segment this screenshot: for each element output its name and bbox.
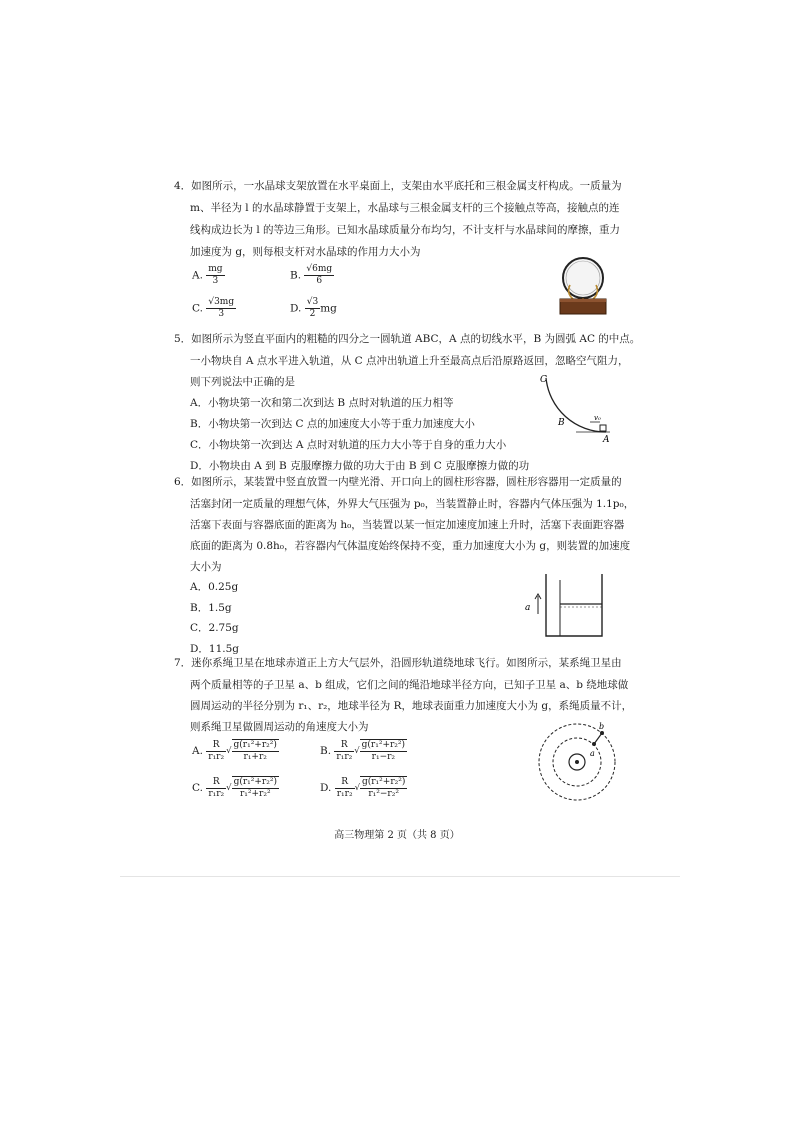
q7-option-a[interactable]: A. $\frac{R}{\text{r₁r₂}}$ √ $\frac{\text{g(r₁²+r₂²)}}{\text{r₁+r₂}}$ xyxy=(192,739,277,762)
q4-option-c[interactable]: C. $\frac{√3mg}{3}$ xyxy=(192,297,235,319)
crystal-ball-figure xyxy=(546,255,616,317)
sqrt-icon: √ xyxy=(354,746,360,756)
page-footer: 高三物理第 2 页（共 8 页） xyxy=(334,830,460,841)
q6-option-b[interactable]: B．1.5g xyxy=(190,602,232,614)
sqrt-icon: √ xyxy=(226,783,232,793)
q6-line-5: 大小为 xyxy=(190,561,222,573)
cylinder-container-figure xyxy=(520,570,610,640)
label-v0: v₀ xyxy=(594,414,601,422)
q7-line-1: 7．迷你系绳卫星在地球赤道正上方大气层外，沿圆形轨道绕地球飞行。如图所示，某系绳卫星由 xyxy=(174,657,622,669)
radicand: $\frac{\text{g(r₁²+r₂²)}}{\text{r₁²−r₂²}}$ xyxy=(361,777,406,799)
divider xyxy=(120,876,680,877)
label-a: A xyxy=(603,435,610,445)
radicand: $\frac{\text{g(r₁²+r₂²)}}{\text{r₁²+r₂²}}$ xyxy=(233,777,277,799)
fraction: $\frac{√3}{2}$ xyxy=(306,297,319,319)
quarter-circle-track-figure xyxy=(536,370,616,446)
q6-option-d[interactable]: D．11.5g xyxy=(190,643,240,655)
q6-line-1: 6．如图所示，某装置中竖直放置一内壁光滑、开口向上的圆柱形容器，圆柱形容器用一定质量的 xyxy=(174,476,622,488)
label-a: a xyxy=(590,749,595,758)
q5-line-3: 则下列说法中正确的是 xyxy=(190,376,295,388)
fraction: $\frac{√3mg}{3}$ xyxy=(208,297,235,319)
fraction: $\frac{√6mg}{6}$ xyxy=(306,264,333,286)
radicand: $\frac{\text{g(r₁²+r₂²)}}{\text{r₁−r₂}}$ xyxy=(361,740,406,762)
coefficient: $\frac{R}{\text{r₁r₂}}$ xyxy=(336,739,353,762)
q6-line-2: 活塞封闭一定质量的理想气体，外界大气压强为 p₀，当装置静止时，容器内气体压强为 1.1p₀， xyxy=(190,498,635,510)
q7-line-3: 圆周运动的半径分别为 r₁、r₂，地球半径为 R，地球表面重力加速度大小为 g，系绳质量不计， xyxy=(190,700,633,712)
q6-option-c[interactable]: C．2.75g xyxy=(190,622,239,634)
q5-option-a[interactable]: A．小物块第一次和第二次到达 B 点时对轨道的压力相等 xyxy=(190,397,454,409)
label-c: C xyxy=(540,375,547,385)
q4-line-3: 线构成边长为 l 的等边三角形。已知水晶球质量分布均匀，不计支杆与水晶球间的摩擦，重力 xyxy=(190,224,621,236)
q7-line-2: 两个质量相等的子卫星 a、b 组成，它们之间的绳沿地球半径方向，已知子卫星 a、b 绕地球做 xyxy=(190,679,629,691)
q5-option-c[interactable]: C．小物块第一次到达 A 点时对轨道的压力大小等于自身的重力大小 xyxy=(190,439,507,451)
q6-line-3: 活塞下表面与容器底面的距离为 h₀，当装置以某一恒定加速度加速上升时，活塞下表面距容器 xyxy=(190,519,625,531)
sqrt-icon: √ xyxy=(226,746,232,756)
label-b: b xyxy=(599,722,605,731)
q6-line-4: 底面的距离为 0.8h₀，若容器内气体温度始终保持不变，重力加速度大小为 g，则装置的加速度 xyxy=(190,540,631,552)
tethered-satellite-figure xyxy=(530,718,622,806)
q6-option-a[interactable]: A．0.25g xyxy=(190,581,239,593)
q5-option-d[interactable]: D．小物块由 A 到 B 克服摩擦力做的功大于由 B 到 C 克服摩擦力做的功 xyxy=(190,460,530,472)
fraction: $\frac{mg}{3}$ xyxy=(208,264,223,286)
q4-option-d[interactable]: D. $\frac{√3}{2}$ mg xyxy=(290,297,337,319)
sqrt-icon: √ xyxy=(354,783,360,793)
q7-option-d[interactable]: D. $\frac{R}{\text{r₁r₂}}$ √ $\frac{\text{g(r₁²+r₂²)}}{\text{r₁²−r₂²}}$ xyxy=(320,776,406,799)
radicand: $\frac{\text{g(r₁²+r₂²)}}{\text{r₁+r₂}}$ xyxy=(233,740,277,762)
q5-line-1: 5．如图所示为竖直平面内的粗糙的四分之一圆轨道 ABC，A 点的切线水平，B 为圆弧 AC 的中点。 xyxy=(174,333,641,345)
q4-line-2: m、半径为 l 的水晶球静置于支架上，水晶球与三根金属支杆的三个接触点等高，接触点的连 xyxy=(190,202,620,214)
q5-option-b[interactable]: B．小物块第一次到达 C 点的加速度大小等于重力加速度大小 xyxy=(190,418,475,430)
q4-line-4: 加速度为 g，则每根支杆对水晶球的作用力大小为 xyxy=(190,246,421,258)
q7-option-b[interactable]: B. $\frac{R}{\text{r₁r₂}}$ √ $\frac{\text{g(r₁²+r₂²)}}{\text{r₁−r₂}}$ xyxy=(320,739,406,762)
q4-line-1: 4．如图所示，一水晶球支架放置在水平桌面上，支架由水平底托和三根金属支杆构成。一质量为 xyxy=(174,180,622,192)
label-b: B xyxy=(558,418,565,428)
q4-option-b[interactable]: B. $\frac{√6mg}{6}$ xyxy=(290,264,333,286)
coefficient: $\frac{R}{\text{r₁r₂}}$ xyxy=(336,776,353,799)
q7-option-c[interactable]: C. $\frac{R}{\text{r₁r₂}}$ √ $\frac{\text{g(r₁²+r₂²)}}{\text{r₁²+r₂²}}$ xyxy=(192,776,277,799)
q5-line-2: 一小物块自 A 点水平进入轨道，从 C 点冲出轨道上升至最高点后沿原路返回，忽略空气阻力， xyxy=(190,355,629,367)
q4-option-a[interactable]: A. $\frac{mg}{3}$ xyxy=(192,264,223,286)
label-a: a xyxy=(525,603,531,613)
q7-line-4: 则系绳卫星做圆周运动的角速度大小为 xyxy=(190,721,369,733)
coefficient: $\frac{R}{\text{r₁r₂}}$ xyxy=(208,739,225,762)
coefficient: $\frac{R}{\text{r₁r₂}}$ xyxy=(208,776,225,799)
